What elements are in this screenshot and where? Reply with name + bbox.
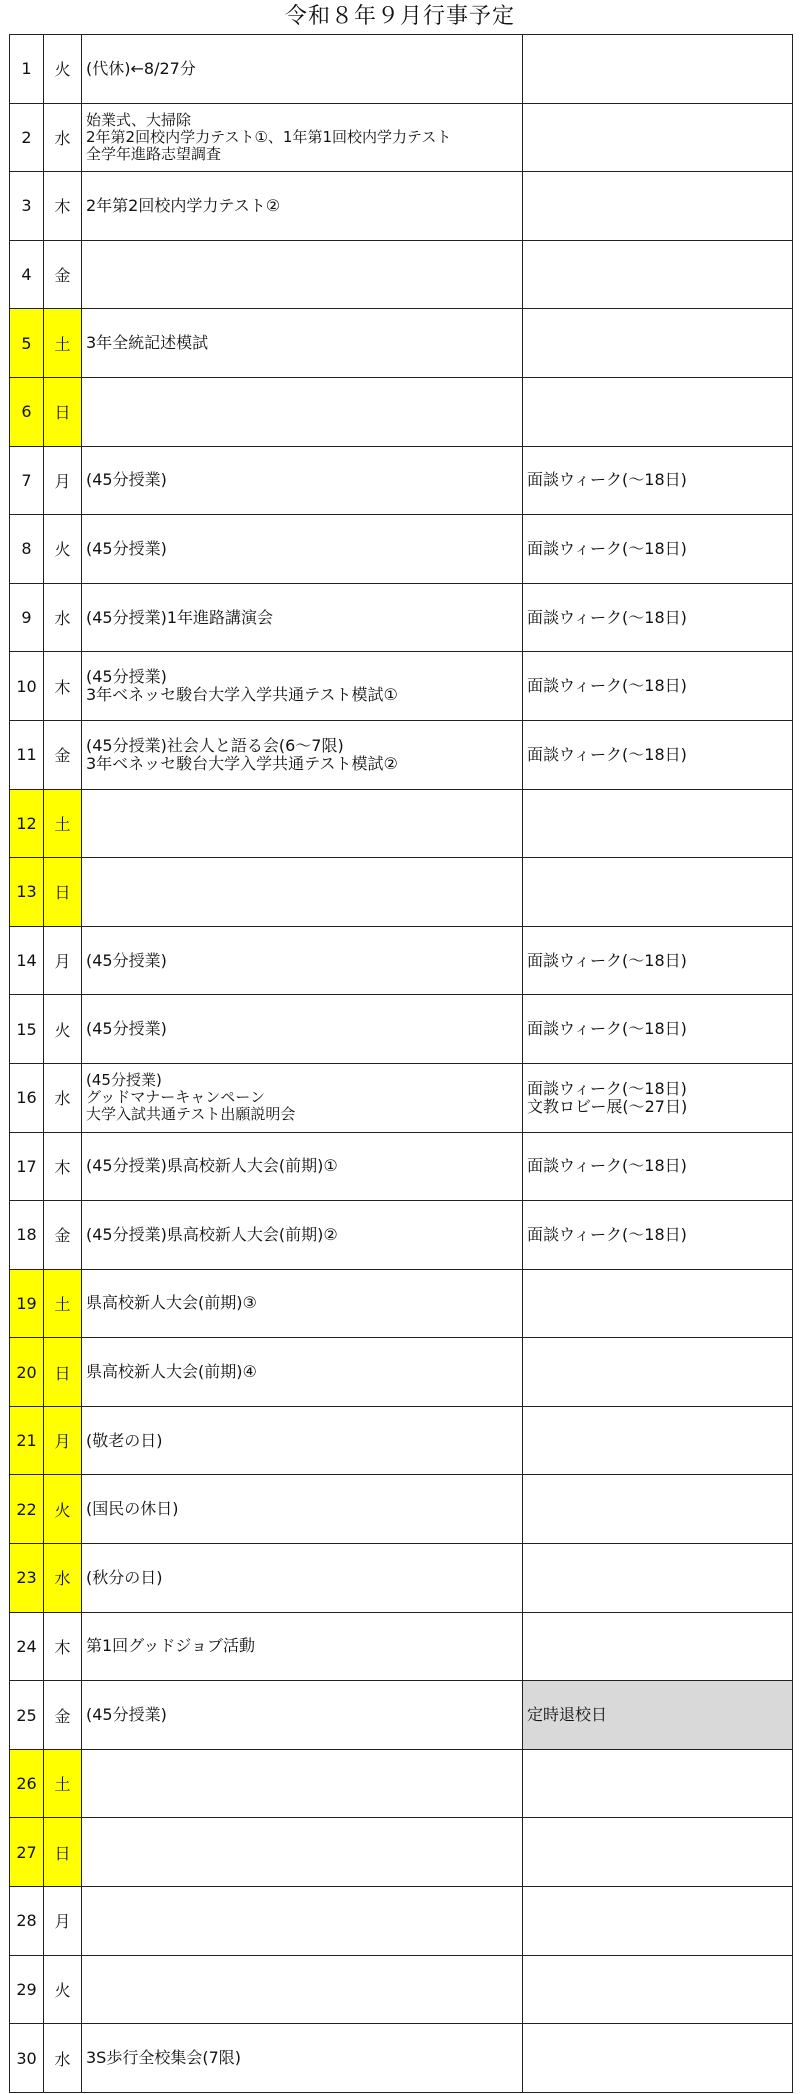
note-cell <box>523 1612 793 1681</box>
event-line: 県高校新人大会(前期)④ <box>86 1362 257 1382</box>
note-cell <box>523 515 793 584</box>
schedule-row <box>10 1887 793 1956</box>
schedule-row <box>10 1132 793 1201</box>
day-number-cell: 8 <box>10 515 44 584</box>
schedule-row <box>10 240 793 309</box>
weekday-cell: 土 <box>44 1269 82 1338</box>
day-number-cell: 19 <box>10 1269 44 1338</box>
note-cell <box>523 172 793 241</box>
event-cell <box>82 1475 523 1544</box>
note-cell <box>523 1201 793 1270</box>
event-line: (45分授業) <box>86 667 167 687</box>
event-line: (45分授業)県高校新人大会(前期)② <box>86 1224 338 1244</box>
day-number-cell: 24 <box>10 1612 44 1681</box>
note-cell <box>523 1063 793 1132</box>
note-line: 面談ウィーク(～18日) <box>527 607 687 627</box>
event-line: (45分授業) <box>86 1019 167 1039</box>
day-number-cell: 3 <box>10 172 44 241</box>
note-cell <box>523 1887 793 1956</box>
note-cell <box>523 240 793 309</box>
event-cell <box>82 240 523 309</box>
event-cell <box>82 1955 523 2024</box>
note-line: 面談ウィーク(～18日) <box>527 1224 687 1244</box>
event-cell <box>82 995 523 1064</box>
weekday-cell: 水 <box>44 1544 82 1613</box>
note-cell <box>523 583 793 652</box>
weekday-cell: 土 <box>44 309 82 378</box>
note-cell <box>523 926 793 995</box>
day-number-cell: 4 <box>10 240 44 309</box>
day-number-cell: 7 <box>10 446 44 515</box>
event-line: (代休)←8/27分 <box>86 58 196 78</box>
note-cell <box>523 377 793 446</box>
note-cell <box>523 103 793 172</box>
event-cell <box>82 2024 523 2093</box>
schedule-row <box>10 1818 793 1887</box>
weekday-cell: 月 <box>44 1887 82 1956</box>
weekday-cell: 金 <box>44 240 82 309</box>
note-line: 面談ウィーク(～18日) <box>527 1019 687 1039</box>
weekday-cell: 火 <box>44 1475 82 1544</box>
note-line: 面談ウィーク(～18日) <box>527 676 687 696</box>
note-cell <box>523 1544 793 1613</box>
event-line: 2年第2回校内学力テスト①、1年第1回校内学力テスト <box>86 127 452 146</box>
schedule-row <box>10 172 793 241</box>
schedule-row <box>10 1338 793 1407</box>
day-number-cell: 25 <box>10 1681 44 1750</box>
note-cell <box>523 1132 793 1201</box>
schedule-row <box>10 1749 793 1818</box>
weekday-cell: 水 <box>44 2024 82 2093</box>
schedule-row <box>10 652 793 721</box>
day-number-cell: 28 <box>10 1887 44 1956</box>
weekday-cell: 火 <box>44 515 82 584</box>
schedule-row <box>10 309 793 378</box>
day-number-cell: 21 <box>10 1406 44 1475</box>
schedule-row <box>10 35 793 104</box>
note-line: 面談ウィーク(～18日) <box>527 1156 687 1176</box>
event-line: 3年ベネッセ駿台大学入学共通テスト模試② <box>86 753 398 773</box>
note-cell <box>523 789 793 858</box>
event-line: 3年全統記述模試 <box>86 333 209 353</box>
day-number-cell: 23 <box>10 1544 44 1613</box>
note-cell <box>523 1269 793 1338</box>
schedule-row <box>10 1063 793 1132</box>
schedule-row <box>10 1201 793 1270</box>
weekday-cell: 木 <box>44 652 82 721</box>
event-cell <box>82 1612 523 1681</box>
event-cell <box>82 377 523 446</box>
note-line: 面談ウィーク(～18日) <box>527 744 687 764</box>
weekday-cell: 日 <box>44 858 82 927</box>
weekday-cell: 日 <box>44 377 82 446</box>
weekday-cell: 火 <box>44 1955 82 2024</box>
schedule-row <box>10 2024 793 2093</box>
day-number-cell: 9 <box>10 583 44 652</box>
event-cell <box>82 1201 523 1270</box>
event-line: (45分授業)社会人と語る会(6～7限) <box>86 735 344 755</box>
event-line: グッドマナーキャンペーン <box>86 1088 265 1107</box>
event-cell <box>82 172 523 241</box>
day-number-cell: 11 <box>10 720 44 789</box>
event-line: (45分授業) <box>86 1071 162 1090</box>
event-cell <box>82 583 523 652</box>
weekday-cell: 木 <box>44 1132 82 1201</box>
schedule-row <box>10 1681 793 1750</box>
weekday-cell: 月 <box>44 446 82 515</box>
event-line: 第1回グッドジョブ活動 <box>86 1636 256 1656</box>
note-line: 面談ウィーク(～18日) <box>527 470 687 490</box>
note-cell <box>523 1406 793 1475</box>
weekday-cell: 金 <box>44 1201 82 1270</box>
note-cell <box>523 446 793 515</box>
weekday-cell: 金 <box>44 1681 82 1750</box>
day-number-cell: 26 <box>10 1749 44 1818</box>
note-cell <box>523 1955 793 2024</box>
schedule-row <box>10 515 793 584</box>
weekday-cell: 木 <box>44 1612 82 1681</box>
event-cell <box>82 309 523 378</box>
day-number-cell: 17 <box>10 1132 44 1201</box>
schedule-row <box>10 1475 793 1544</box>
event-line: (45分授業) <box>86 538 167 558</box>
schedule-table <box>9 34 793 2093</box>
event-cell <box>82 515 523 584</box>
event-line: (45分授業) <box>86 470 167 490</box>
event-line: (国民の休日) <box>86 1499 179 1519</box>
note-line: 面談ウィーク(～18日) <box>527 950 687 970</box>
event-line: (45分授業) <box>86 1705 167 1725</box>
event-line: 3S歩行全校集会(7限) <box>86 2048 242 2068</box>
day-number-cell: 16 <box>10 1063 44 1132</box>
event-cell <box>82 1544 523 1613</box>
schedule-row <box>10 858 793 927</box>
note-cell <box>523 1475 793 1544</box>
schedule-row <box>10 789 793 858</box>
note-cell <box>523 1681 793 1750</box>
event-line: (秋分の日) <box>86 1567 163 1587</box>
day-number-cell: 22 <box>10 1475 44 1544</box>
schedule-row <box>10 1544 793 1613</box>
schedule-row <box>10 377 793 446</box>
weekday-cell: 日 <box>44 1818 82 1887</box>
schedule-row <box>10 995 793 1064</box>
event-cell <box>82 926 523 995</box>
note-cell <box>523 652 793 721</box>
weekday-cell: 火 <box>44 995 82 1064</box>
event-cell <box>82 858 523 927</box>
day-number-cell: 20 <box>10 1338 44 1407</box>
day-number-cell: 29 <box>10 1955 44 2024</box>
event-cell <box>82 1887 523 1956</box>
schedule-row <box>10 583 793 652</box>
day-number-cell: 14 <box>10 926 44 995</box>
event-line: 始業式、大掃除 <box>86 110 192 129</box>
note-line: 定時退校日 <box>527 1705 608 1725</box>
schedule-row <box>10 1406 793 1475</box>
event-line: (45分授業) <box>86 950 167 970</box>
schedule-row <box>10 446 793 515</box>
day-number-cell: 5 <box>10 309 44 378</box>
schedule-row <box>10 1955 793 2024</box>
weekday-cell: 土 <box>44 1749 82 1818</box>
event-cell <box>82 1818 523 1887</box>
event-cell <box>82 652 523 721</box>
event-line: 3年ベネッセ駿台大学入学共通テスト模試① <box>86 685 398 705</box>
event-cell <box>82 1681 523 1750</box>
event-cell <box>82 35 523 104</box>
event-line: 大学入試共通テスト出願説明会 <box>86 1105 296 1124</box>
event-line: (45分授業)県高校新人大会(前期)① <box>86 1156 338 1176</box>
weekday-cell: 月 <box>44 926 82 995</box>
day-number-cell: 15 <box>10 995 44 1064</box>
weekday-cell: 金 <box>44 720 82 789</box>
note-cell <box>523 720 793 789</box>
note-cell <box>523 1749 793 1818</box>
weekday-cell: 水 <box>44 583 82 652</box>
note-cell <box>523 2024 793 2093</box>
day-number-cell: 1 <box>10 35 44 104</box>
note-line: 面談ウィーク(～18日) <box>527 1078 687 1098</box>
event-cell <box>82 1338 523 1407</box>
schedule-row <box>10 1612 793 1681</box>
schedule-row <box>10 1269 793 1338</box>
day-number-cell: 12 <box>10 789 44 858</box>
note-cell <box>523 1338 793 1407</box>
weekday-cell: 木 <box>44 172 82 241</box>
day-number-cell: 6 <box>10 377 44 446</box>
note-line: 文教ロビー展(～27日) <box>527 1096 688 1116</box>
event-cell <box>82 1063 523 1132</box>
weekday-cell: 月 <box>44 1406 82 1475</box>
day-number-cell: 10 <box>10 652 44 721</box>
weekday-cell: 水 <box>44 103 82 172</box>
schedule-row <box>10 720 793 789</box>
weekday-cell: 日 <box>44 1338 82 1407</box>
event-cell <box>82 1269 523 1338</box>
day-number-cell: 13 <box>10 858 44 927</box>
event-cell <box>82 1132 523 1201</box>
event-cell <box>82 1406 523 1475</box>
event-cell <box>82 789 523 858</box>
event-line: 2年第2回校内学力テスト② <box>86 195 281 215</box>
note-cell <box>523 35 793 104</box>
page-title: 令和８年９月行事予定 <box>284 4 515 29</box>
weekday-cell: 火 <box>44 35 82 104</box>
event-cell <box>82 1749 523 1818</box>
event-cell <box>82 103 523 172</box>
event-line: (敬老の日) <box>86 1430 163 1450</box>
note-cell <box>523 995 793 1064</box>
event-line: (45分授業)1年進路講演会 <box>86 607 274 627</box>
day-number-cell: 18 <box>10 1201 44 1270</box>
schedule-row <box>10 103 793 172</box>
schedule-body <box>10 35 793 2093</box>
note-line: 面談ウィーク(～18日) <box>527 538 687 558</box>
event-line: 全学年進路志望調査 <box>86 144 222 163</box>
note-cell <box>523 1818 793 1887</box>
note-cell <box>523 309 793 378</box>
day-number-cell: 27 <box>10 1818 44 1887</box>
day-number-cell: 2 <box>10 103 44 172</box>
event-cell <box>82 720 523 789</box>
weekday-cell: 水 <box>44 1063 82 1132</box>
schedule-row <box>10 926 793 995</box>
event-line: 県高校新人大会(前期)③ <box>86 1293 257 1313</box>
day-number-cell: 30 <box>10 2024 44 2093</box>
weekday-cell: 土 <box>44 789 82 858</box>
event-cell <box>82 446 523 515</box>
note-cell <box>523 858 793 927</box>
